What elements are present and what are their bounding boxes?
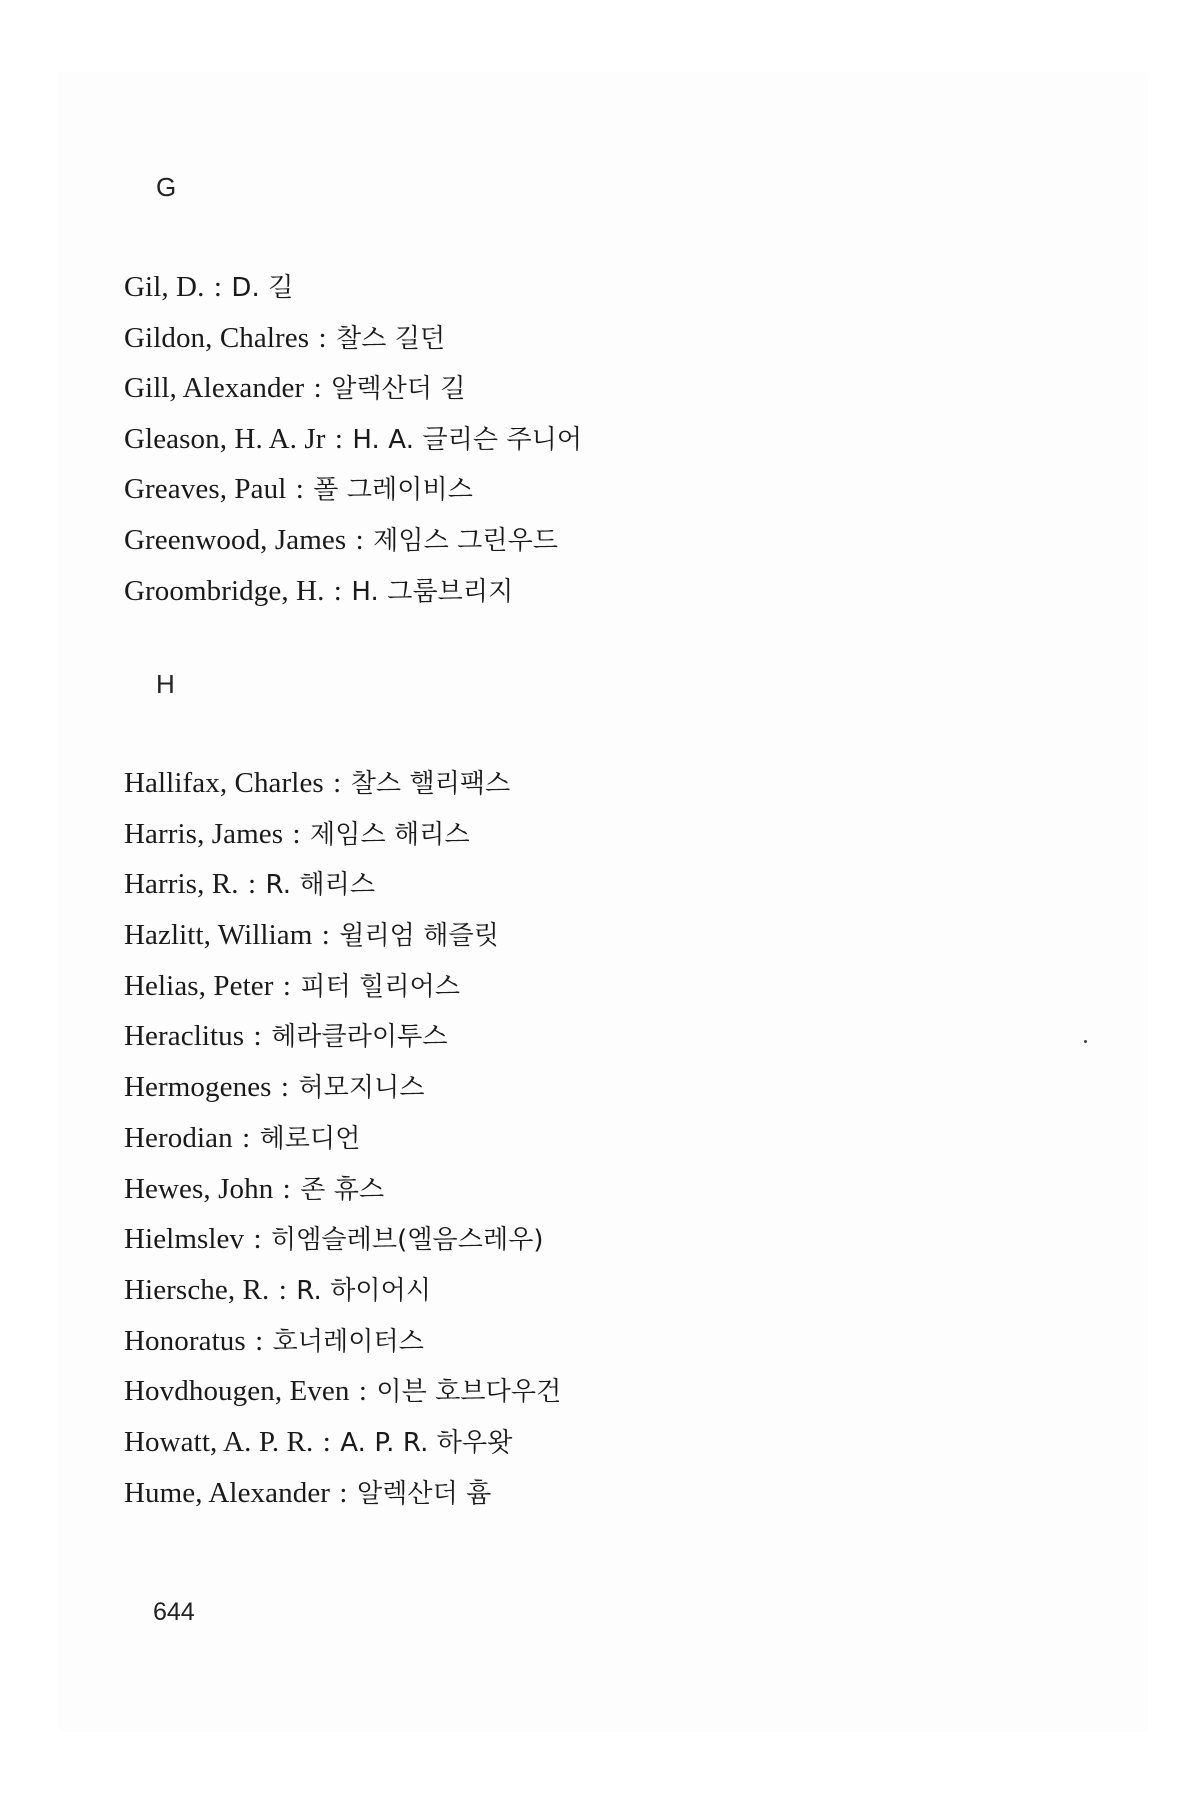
entry-korean: 제임스 해리스 (310, 819, 470, 850)
entry-separator: : (333, 574, 342, 607)
entry-korean: 알렉산더 길 (331, 374, 466, 405)
entry-name: Gildon, Chalres (124, 321, 310, 354)
index-entry (124, 414, 582, 465)
entry-name: Groombridge, H. (124, 574, 325, 607)
index-entry (124, 1164, 561, 1215)
index-entry (124, 313, 582, 364)
entry-separator: : (322, 1425, 331, 1458)
index-entry (124, 859, 561, 910)
entry-name: Herodian (124, 1121, 233, 1154)
entry-separator: : (334, 422, 343, 455)
section-heading-h: H (156, 669, 175, 699)
index-entry (124, 1062, 561, 1113)
entry-name: Gil, D. (124, 271, 205, 303)
section-heading-g: G (156, 172, 177, 202)
entry-korean: 헤로디언 (259, 1123, 361, 1154)
entry-separator: : (247, 868, 257, 901)
index-entry (124, 1468, 561, 1519)
entry-name: Greaves, Paul (124, 473, 287, 506)
entry-name: Heraclitus (124, 1020, 245, 1053)
entry-name: Gill, Alexander (124, 372, 305, 405)
index-entry (124, 758, 561, 809)
index-entry (124, 363, 582, 414)
index-entry (124, 1265, 561, 1316)
entry-name: Hielmslev (124, 1223, 245, 1256)
entry-korean: H. A. 글리슨 주니어 (352, 424, 583, 455)
entry-name: Howatt, A. P. R. (124, 1425, 314, 1458)
entry-korean: 윌리엄 해즐릿 (339, 921, 499, 952)
entry-separator: : (339, 1476, 348, 1509)
entry-korean: 폴 그레이비스 (313, 475, 473, 506)
index-entry (124, 910, 561, 961)
entry-separator: : (333, 767, 342, 799)
entry-name: Harris, R. (124, 868, 239, 901)
entry-korean: R. 하이어시 (296, 1275, 432, 1306)
entry-name: Hewes, John (124, 1172, 274, 1205)
entry-korean: 찰스 길던 (336, 323, 446, 354)
entry-name: Greenwood, James (124, 523, 347, 556)
index-entry (124, 1366, 561, 1417)
entry-korean: 히엠슬레브(엘음스레우) (271, 1225, 544, 1256)
entry-name: Hazlitt, William (124, 919, 313, 952)
index-entry (124, 515, 582, 566)
entry-separator: : (355, 523, 364, 556)
index-entry (124, 1113, 561, 1164)
entry-separator: : (282, 1172, 291, 1205)
entry-korean: 피터 힐리어스 (300, 971, 461, 1002)
index-entry (124, 566, 582, 617)
entry-list-g (124, 262, 582, 616)
entry-name: Helias, Peter (124, 969, 274, 1002)
page-number: 644 (153, 1598, 195, 1626)
entry-name: Honoratus (124, 1324, 246, 1357)
entry-name: Hume, Alexander (124, 1476, 331, 1509)
entry-name: Hiersche, R. (124, 1273, 270, 1306)
entry-separator: : (278, 1273, 287, 1306)
index-entry (124, 262, 582, 313)
entry-korean: 찰스 핼리팩스 (350, 769, 511, 799)
index-entry (124, 1214, 561, 1265)
entry-separator: : (295, 473, 304, 506)
entry-name: Gleason, H. A. Jr (124, 422, 326, 455)
index-entry (124, 1316, 561, 1367)
entry-separator: : (313, 372, 322, 405)
entry-name: Hallifax, Charles (124, 767, 324, 799)
entry-separator: : (255, 1324, 264, 1357)
entry-separator: : (253, 1020, 262, 1053)
entry-name: Hermogenes (124, 1071, 272, 1104)
entry-list-h (124, 758, 561, 1518)
entry-korean: 허모지니스 (298, 1073, 425, 1104)
index-entry (124, 1011, 561, 1062)
entry-separator: : (242, 1121, 251, 1154)
entry-separator: : (318, 321, 327, 354)
entry-separator: : (253, 1223, 262, 1256)
entry-korean: 호너레이터스 (272, 1326, 424, 1357)
entry-separator: : (321, 919, 330, 952)
index-entry (124, 1417, 561, 1468)
entry-korean: H. 그룸브리지 (351, 576, 514, 607)
entry-korean: 제임스 그린우드 (373, 525, 559, 556)
entry-separator: : (213, 271, 222, 303)
entry-korean: R. 해리스 (265, 870, 376, 901)
stray-dot (1084, 1040, 1087, 1043)
index-entry (124, 464, 582, 515)
entry-name: Harris, James (124, 817, 284, 850)
entry-separator: : (292, 817, 301, 850)
entry-korean: D. 길 (231, 273, 294, 303)
entry-korean: A. P. R. 하우왓 (340, 1427, 513, 1458)
entry-korean: 헤라클라이투스 (271, 1022, 448, 1053)
entry-separator: : (282, 969, 292, 1002)
index-entry (124, 961, 561, 1012)
entry-korean: 이븐 호브다우건 (376, 1377, 562, 1408)
entry-separator: : (280, 1071, 290, 1104)
entry-separator: : (358, 1375, 368, 1408)
index-entry (124, 809, 561, 860)
entry-korean: 존 휴스 (300, 1174, 385, 1205)
entry-korean: 알렉산더 흄 (356, 1478, 492, 1509)
entry-name: Hovdhougen, Even (124, 1375, 350, 1408)
